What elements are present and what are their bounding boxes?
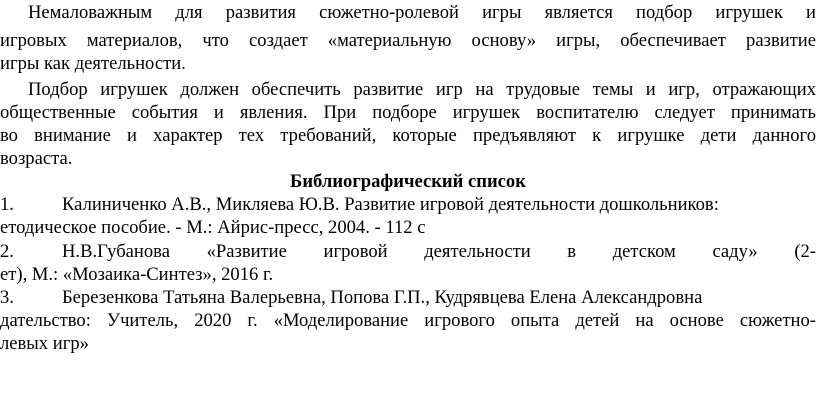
paragraph-1-line-3: игры как деятельности. [0, 53, 186, 74]
bibliography-item-3 [0, 287, 816, 309]
paragraph-2-line-3: во внимание и характер тех требований, которые предъявляют к игрушке дети данного [0, 125, 816, 146]
bibliography-item-1 [0, 194, 816, 216]
paragraph-1-line-1: Немаловажным для развития сюжетно-ролевой игры является подбор игрушек и [28, 2, 816, 23]
bibliography-item-number: 2. [0, 241, 14, 262]
bibliography-item-3-continuation: дательство: Учитель, 2020 г. «Моделирование игрового опыта детей на основе сюжетно- [0, 310, 816, 331]
bibliography-item-number: 3. [0, 287, 14, 308]
bibliography-item-text: Березенкова Татьяна Валерьевна, Попова Г.П., Кудрявцева Елена Александровна [62, 287, 703, 308]
paragraph-2-line-4: возраста. [0, 148, 73, 169]
bibliography-heading: Библиографический список [290, 171, 526, 192]
bibliography-item-text: Калиниченко А.В., Микляева Ю.В. Развитие игровой деятельности дошкольников: [62, 194, 719, 215]
bibliography-item-3-continuation-2: левых игр» [0, 333, 89, 354]
bibliography-item-text: Н.В.Губанова «Развитие игровой деятельности в детском саду» (2- [62, 241, 816, 262]
paragraph-1-line-2: игровых материалов, что создает «материальную основу» игры, обеспечивает развитие [0, 30, 816, 51]
bibliography-item-1-continuation: етодическое пособие. - М.: Айрис-пресс, 2004. - 112 с [0, 217, 426, 238]
bibliography-item-2 [0, 241, 816, 263]
bibliography-item-2-continuation: ет), М.: «Мозаика-Синтез», 2016 г. [0, 264, 274, 285]
bibliography-item-number: 1. [0, 194, 14, 215]
paragraph-2-line-2: общественные события и явления. При подборе игрушек воспитателю следует принимать [0, 102, 816, 123]
paragraph-2-line-1: Подбор игрушек должен обеспечить развитие игр на трудовые темы и игр, отражающих [28, 79, 816, 100]
